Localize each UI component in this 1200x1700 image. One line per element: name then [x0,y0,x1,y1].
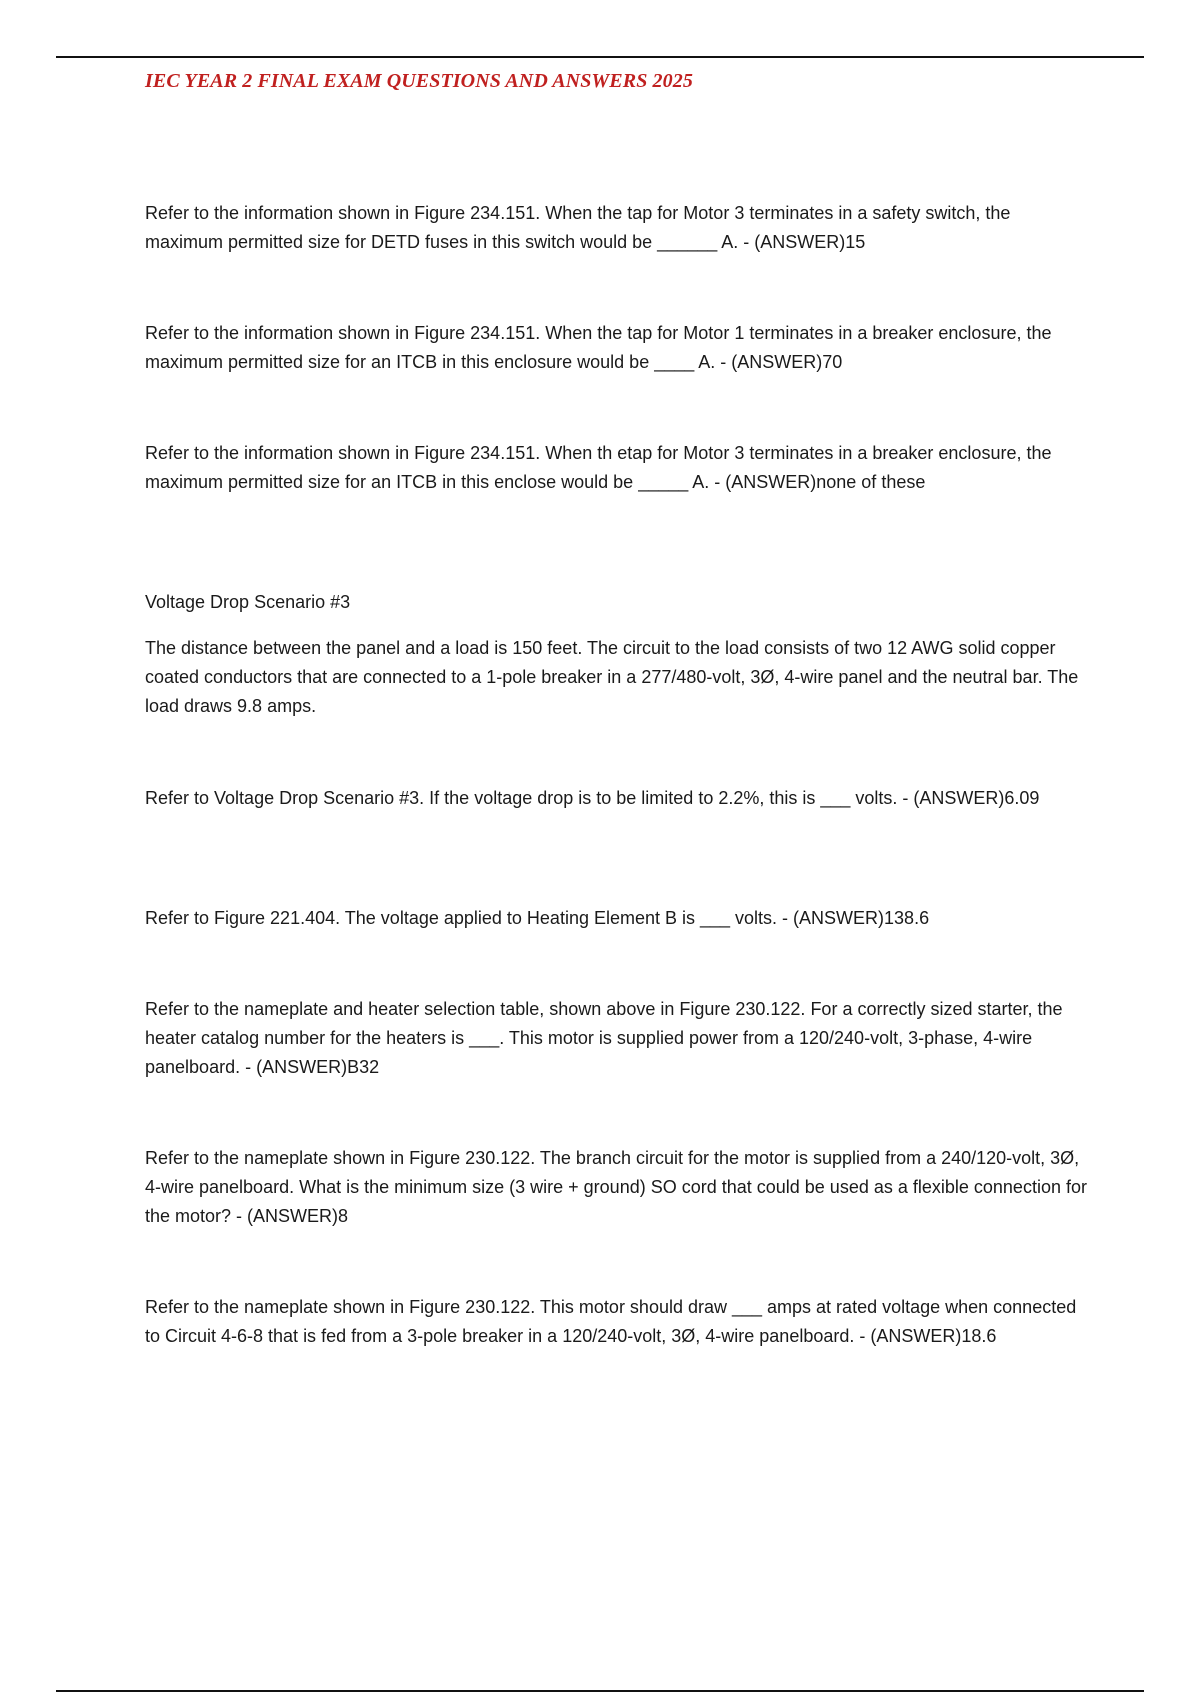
document-header-title: IEC YEAR 2 FINAL EXAM QUESTIONS AND ANSWERS 2025 [145,70,693,92]
bottom-rule [56,1690,1144,1692]
question-paragraph-6: Refer to the nameplate and heater selection table, shown above in Figure 230.122. For a correctly sized starter, the heater catalog number for the heaters is ___. This motor is supplied power from a 120/240-volt, 3-phase, 4-wire panelboard. - (ANSWER)B32 [145,999,1063,1077]
question-paragraph-5: Refer to Figure 221.404. The voltage applied to Heating Element B is ___ volts. - (ANSWER)138.6 [145,908,930,928]
question-paragraph-8: Refer to the nameplate shown in Figure 230.122. This motor should draw ___ amps at rated voltage when connected to Circuit 4-6-8 that is fed from a 3-pole breaker in a 120/240-volt, 3Ø, 4-wire panelboard. - (ANSWER)18.6 [145,1297,1077,1346]
question-paragraph-4: Refer to Voltage Drop Scenario #3. If the voltage drop is to be limited to 2.2%, this is ___ volts. - (ANSWER)6.09 [145,788,1040,808]
question-paragraph-1: Refer to the information shown in Figure 234.151. When the tap for Motor 3 terminates in a safety switch, the maximum permitted size for DETD fuses in this switch would be ______ A. - (ANSWER)15 [145,203,1011,252]
question-paragraph-7: Refer to the nameplate shown in Figure 230.122. The branch circuit for the motor is supplied from a 240/120-volt, 3Ø, 4-wire panelboard. What is the minimum size (3 wire + ground) SO cord that could be used as a flexible connection for the motor? - (ANSWER)8 [145,1148,1087,1226]
question-paragraph-2: Refer to the information shown in Figure 234.151. When the tap for Motor 1 terminates in a breaker enclosure, the maximum permitted size for an ITCB in this enclosure would be ____ A. - (ANSWER)70 [145,323,1052,372]
scenario-heading: Voltage Drop Scenario #3 [145,592,351,612]
top-rule [56,56,1144,58]
question-paragraph-3: Refer to the information shown in Figure 234.151. When th etap for Motor 3 terminates in a breaker enclosure, the maximum permitted size for an ITCB in this enclose would be _____ A. - (ANSWER)none of these [145,443,1052,492]
scenario-description: The distance between the panel and a load is 150 feet. The circuit to the load consists of two 12 AWG solid copper coated conductors that are connected to a 1-pole breaker in a 277/480-volt, 3Ø, 4-wire panel and the neutral bar. The load draws 9.8 amps. [145,638,1079,716]
